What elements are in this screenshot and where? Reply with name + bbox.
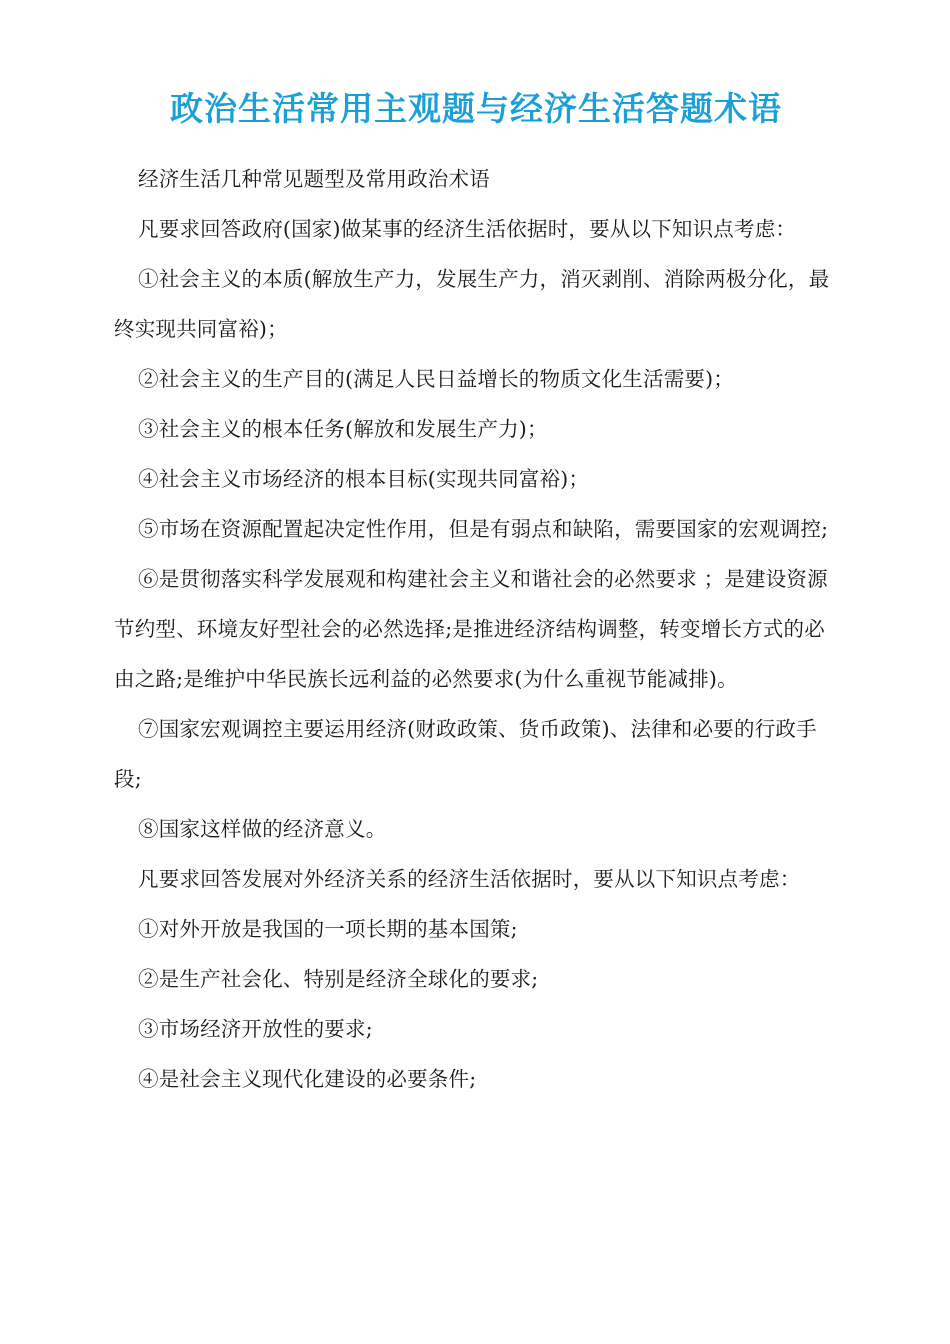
paragraph: ③市场经济开放性的要求; bbox=[138, 1017, 373, 1041]
paragraph: 经济生活几种常见题型及常用政治术语 bbox=[138, 167, 490, 191]
paragraph: ⑤市场在资源配置起决定性作用，但是有弱点和缺陷，需要国家的宏观调控; bbox=[138, 517, 829, 541]
paragraph: ⑥是贯彻落实科学发展观和构建社会主义和谐社会的必然要求 ；是建设资源节约型、环境友好型社会的必然选择;是推进经济结构调整，转变增长方式的必由之路;是维护中华民族长远利益的必然要求(为什么重视节能减排)。 bbox=[114, 567, 828, 691]
paragraph: ①社会主义的本质(解放生产力，发展生产力，消灭剥削、消除两极分化，最终实现共同富裕)； bbox=[114, 267, 830, 341]
paragraph: ②社会主义的生产目的(满足人民日益增长的物质文化生活需要)； bbox=[138, 367, 734, 391]
paragraph: ⑦国家宏观调控主要运用经济(财政政策、货币政策)、法律和必要的行政手段; bbox=[114, 717, 817, 791]
paragraph: ⑧国家这样做的经济意义。 bbox=[138, 817, 387, 841]
paragraph: 凡要求回答发展对外经济关系的经济生活依据时，要从以下知识点考虑： bbox=[138, 867, 801, 891]
paragraph: ③社会主义的根本任务(解放和发展生产力)； bbox=[138, 417, 548, 441]
paragraph: ④是社会主义现代化建设的必要条件; bbox=[138, 1067, 477, 1091]
paragraph: ①对外开放是我国的一项长期的基本国策; bbox=[138, 917, 518, 941]
document-title: 政治生活常用主观题与经济生活答题术语 bbox=[170, 89, 782, 128]
paragraph: ④社会主义市场经济的根本目标(实现共同富裕)； bbox=[138, 467, 590, 491]
paragraph: 凡要求回答政府(国家)做某事的经济生活依据时，要从以下知识点考虑： bbox=[138, 217, 797, 241]
document-body bbox=[114, 154, 838, 1104]
paragraph: ②是生产社会化、特别是经济全球化的要求; bbox=[138, 967, 539, 991]
